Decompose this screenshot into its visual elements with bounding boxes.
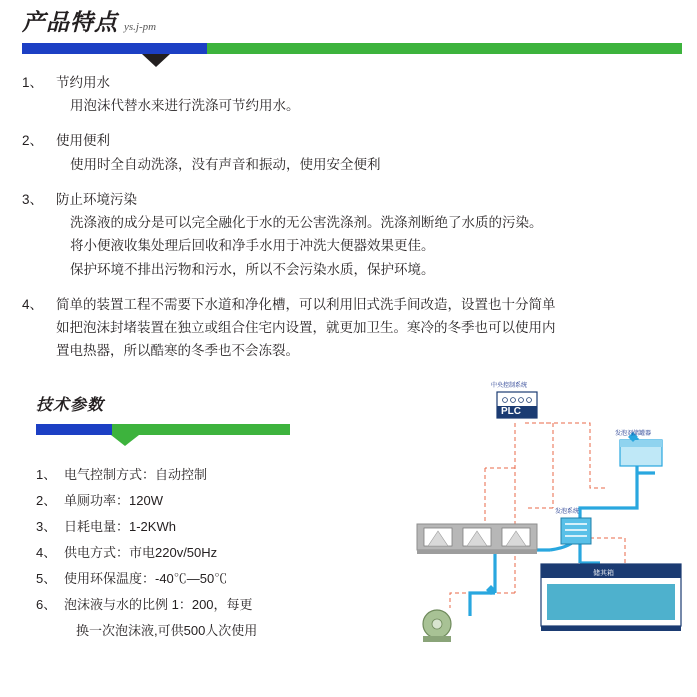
heading-divider-bar xyxy=(22,43,682,54)
feature-line: 如把泡沫封堵装置在独立或组合住宅内设置，就更加卫生。寒冷的冬季也可以使用内 xyxy=(56,320,556,336)
param-number: 2、 xyxy=(36,493,57,508)
param-text: 电气控制方式：自动控制 xyxy=(64,467,208,482)
param-number: 1、 xyxy=(36,467,57,482)
param-text xyxy=(64,592,356,644)
tech-params-list xyxy=(36,462,356,644)
label-plc: PLC xyxy=(501,406,521,417)
feature-list xyxy=(22,72,682,376)
feature-body xyxy=(56,189,682,281)
foam-agent-tank xyxy=(620,440,662,466)
feature-line: 保护环境不排出污物和污水，所以不会污染水质，保护环境。 xyxy=(70,261,435,277)
divider-green-segment xyxy=(207,43,682,54)
product-features-heading xyxy=(22,4,682,54)
param-number: 5、 xyxy=(36,571,57,586)
label-foam-system: 发泡系统 xyxy=(555,509,580,515)
feature-line: 用泡沫代替水来进行洗涤可节约用水。 xyxy=(70,98,300,114)
param-text-main: 泡沫液与水的比例 1：200，每更 xyxy=(64,597,253,612)
urinal-units xyxy=(417,524,537,554)
param-number: 3、 xyxy=(36,519,57,534)
divider-triangle-marker xyxy=(142,54,170,67)
feature-number: 2、 xyxy=(22,133,44,149)
label-storage-tank: 储其箱 xyxy=(593,570,614,577)
list-item xyxy=(22,294,682,363)
feature-body xyxy=(56,294,682,363)
param-text: 供电方式：市电220v/50Hz xyxy=(64,545,218,560)
list-item xyxy=(22,130,682,175)
feature-number: 4、 xyxy=(22,296,44,312)
page-subtitle: ys.j-pm xyxy=(124,21,157,33)
tech-params-divider-bar xyxy=(36,424,290,435)
list-item xyxy=(36,540,356,566)
list-item xyxy=(36,566,356,592)
page-title: 产品特点 xyxy=(22,10,118,35)
param-number: 4、 xyxy=(36,545,57,560)
feature-line: 使用时全自动洗涤，没有声音和振动，使用安全便利 xyxy=(70,156,381,172)
feature-title: 防止环境污染 xyxy=(56,191,137,207)
list-item xyxy=(22,72,682,117)
list-item xyxy=(36,462,356,488)
list-item xyxy=(22,189,682,281)
feature-title: 使用便利 xyxy=(56,133,110,149)
divider-green-segment xyxy=(112,424,290,435)
foam-generator-unit xyxy=(561,518,591,544)
param-number: 6、 xyxy=(36,597,57,612)
feature-line: 将小便液收集处理后回收和净手水用于冲洗大便器效果更佳。 xyxy=(70,238,435,254)
divider-blue-segment xyxy=(36,424,112,435)
divider-blue-segment xyxy=(22,43,207,54)
feature-line: 洗涤液的成分是可以完全融化于水的无公害洗涤剂。洗涤剂断绝了水质的污染。 xyxy=(70,215,543,231)
feature-line: 置电热器，所以酷寒的冬季也不会冻裂。 xyxy=(56,343,299,359)
feature-body xyxy=(56,72,682,117)
label-foam-agent-tank: 发泡剂储罐器 xyxy=(615,431,652,437)
pump xyxy=(423,610,451,642)
param-text: 单厕功率：120W xyxy=(64,493,163,508)
list-item xyxy=(36,514,356,540)
param-text-sub: 换一次泡沫液,可供500人次使用 xyxy=(76,623,258,638)
section-title: 技术参数 xyxy=(36,397,105,414)
divider-triangle-marker xyxy=(111,435,139,446)
param-text: 使用环保温度：-40℃—50℃ xyxy=(64,571,228,586)
feature-title: 简单的装置工程不需要下水道和净化槽，可以利用旧式洗手间改造，设置也十分简单 xyxy=(56,296,556,312)
label-plc-title: 中央控制系统 xyxy=(491,383,528,389)
feature-number: 1、 xyxy=(22,75,44,90)
feature-number: 3、 xyxy=(22,191,44,207)
feature-body xyxy=(56,130,682,175)
diagram-svg xyxy=(375,378,695,663)
tech-params-heading xyxy=(36,392,290,435)
list-item xyxy=(36,488,356,514)
feature-title: 节约用水 xyxy=(56,75,110,90)
list-item xyxy=(36,592,356,644)
param-text: 日耗电量：1-2KWh xyxy=(64,519,176,534)
system-diagram xyxy=(375,378,695,663)
